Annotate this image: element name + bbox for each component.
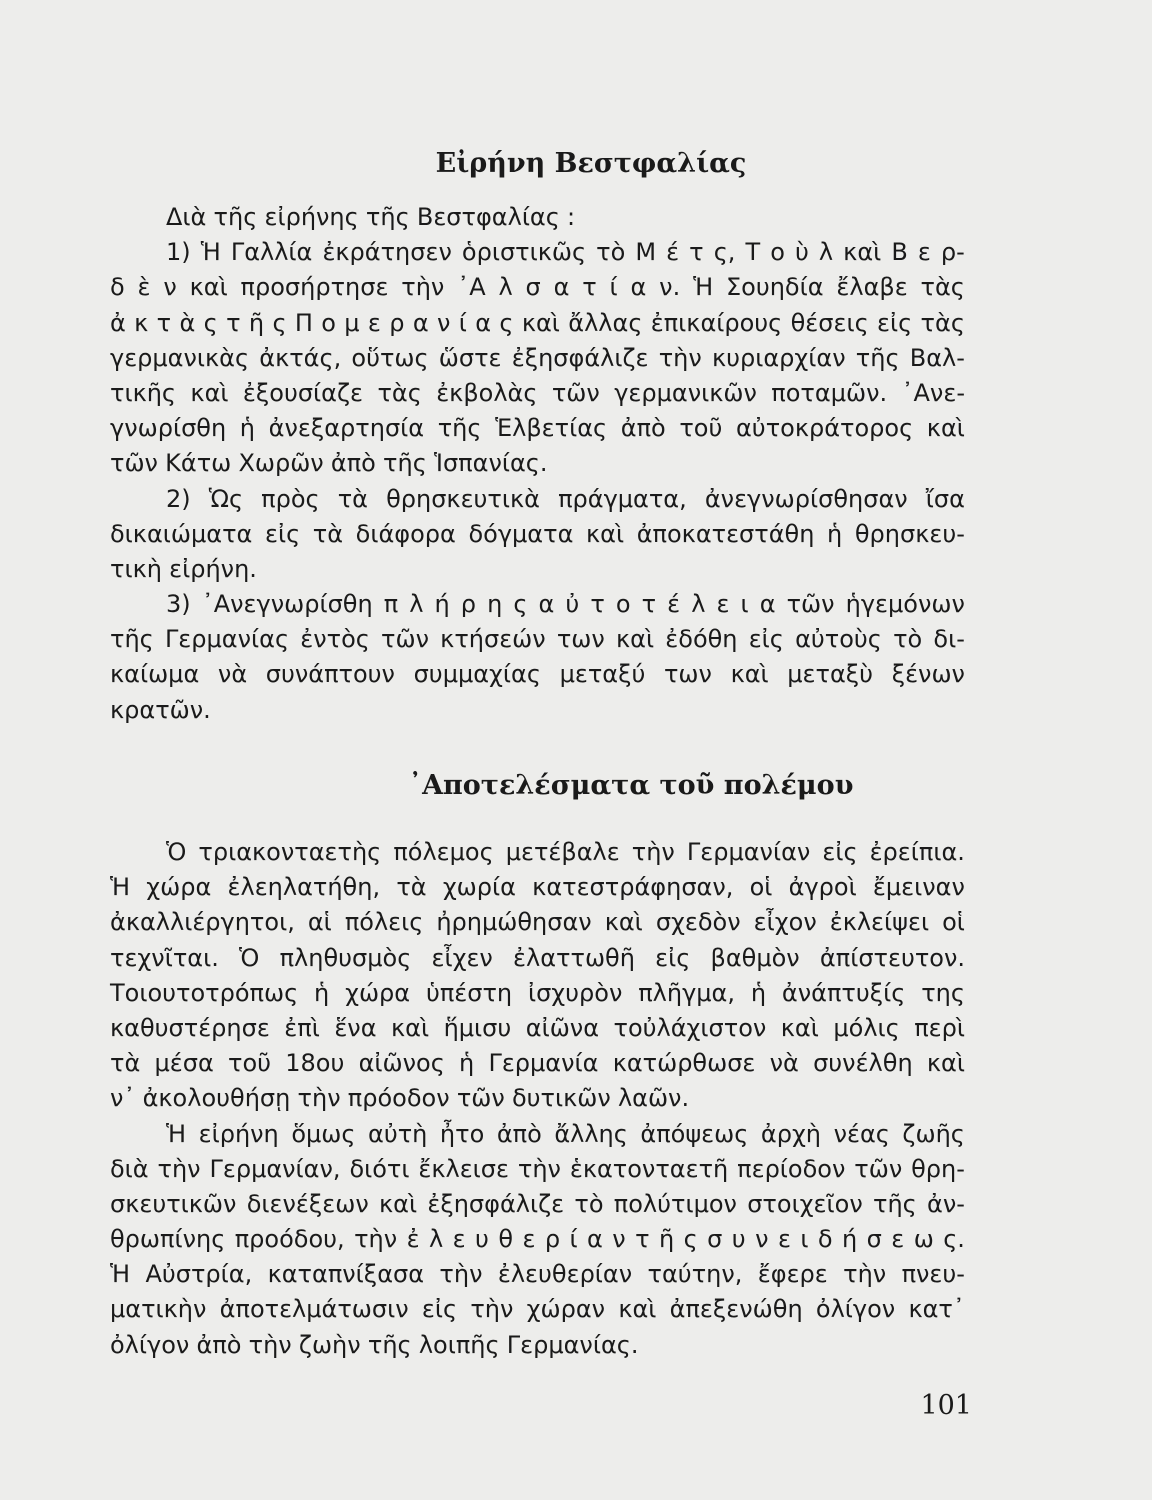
text-line: διὰ τὴν Γερμανίαν, διότι ἔκλεισε τὴν ἑκατονταετῆ περίοδον τῶν θρη- — [110, 1154, 965, 1183]
text-line: τῶν Κάτω Χωρῶν ἀπὸ τῆς Ἱσπανίας. — [110, 449, 548, 478]
text-line: ματικὴν ἀποτελμάτωσιν εἰς τὴν χώραν καὶ ἀπεξενώθη ὀλίγον κατ᾿ — [110, 1295, 965, 1324]
text-line: τῆς Γερμανίας ἐντὸς τῶν κτήσεών των καὶ ἐδόθη εἰς αὐτοὺς τὸ δι- — [110, 625, 965, 654]
section-heading-peace-of-westphalia: Εἰρήνη Βεστφαλίας — [435, 148, 747, 179]
text-line: 1) Ἡ Γαλλία ἐκράτησεν ὁριστικῶς τὸ Μ έ τ ς, Τ ο ὺ λ καὶ Β ε ρ- — [166, 238, 965, 267]
text-line: γερμανικὰς ἀκτάς, οὕτως ὥστε ἐξησφάλιζε τὴν κυριαρχίαν τῆς Βαλ- — [110, 343, 965, 372]
text-line: τεχνῖται. Ὁ πληθυσμὸς εἶχεν ἐλαττωθῆ εἰς βαθμὸν ἀπίστευτον. — [110, 943, 965, 972]
text-line: ν᾿ ἀκολουθήσῃ τὴν πρόοδον τῶν δυτικῶν λαῶν. — [110, 1084, 690, 1113]
text-line: καίωμα νὰ συνάπτουν συμμαχίας μεταξύ των καὶ μεταξὺ ξένων — [110, 660, 965, 689]
text-line: Ἡ χώρα ἐλεηλατήθη, τὰ χωρία κατεστράφησαν, οἱ ἀγροὶ ἔμειναν — [110, 873, 965, 902]
text-line: κρατῶν. — [110, 695, 211, 724]
text-line: Διὰ τῆς εἰρήνης τῆς Βεστφαλίας : — [166, 203, 576, 231]
text-line: δικαιώματα εἰς τὰ διάφορα δόγματα καὶ ἀποκατεστάθη ἡ θρησκευ- — [110, 519, 965, 548]
text-line: ὀλίγον ἀπὸ τὴν ζωὴν τῆς λοιπῆς Γερμανίας. — [110, 1330, 639, 1359]
page-number: 101 — [920, 1390, 972, 1421]
text-line: Τοιουτοτρόπως ἡ χώρα ὑπέστη ἰσχυρὸν πλῆγμα, ἡ ἀνάπτυξίς της — [110, 978, 965, 1007]
text-line: 2) Ὡς πρὸς τὰ θρησκευτικὰ πράγματα, ἀνεγνωρίσθησαν ἴσα — [166, 484, 965, 513]
text-line: Ἡ εἰρήνη ὅμως αὐτὴ ἦτο ἀπὸ ἄλλης ἀπόψεως ἀρχὴ νέας ζωῆς — [166, 1119, 965, 1148]
text-line: ἀ κ τ ὰ ς τ ῆ ς Π ο μ ε ρ α ν ί α ς καὶ ἄλλας ἐπικαίρους θέσεις εἰς τὰς — [110, 308, 965, 337]
text-line: καθυστέρησε ἐπὶ ἕνα καὶ ἥμισυ αἰῶνα τοὐλάχιστον καὶ μόλις περὶ — [110, 1013, 965, 1042]
text-line: τὰ μέσα τοῦ 18ου αἰῶνος ἡ Γερμανία κατώρθωσε νὰ συνέλθη καὶ — [110, 1049, 965, 1078]
text-line: ἀκαλλιέργητοι, αἱ πόλεις ἠρημώθησαν καὶ σχεδὸν εἶχον ἐκλείψει οἱ — [110, 908, 965, 937]
text-line: γνωρίσθη ἡ ἀνεξαρτησία τῆς Ἑλβετίας ἀπὸ τοῦ αὐτοκράτορος καὶ — [110, 414, 965, 443]
text-line: 3) ᾿Ανεγνωρίσθη π λ ή ρ η ς α ὐ τ ο τ έ λ ε ι α τῶν ἡγεμόνων — [166, 590, 965, 619]
text-line: Ἡ Αὐστρία, καταπνίξασα τὴν ἐλευθερίαν ταύτην, ἔφερε τὴν πνευ- — [110, 1260, 965, 1289]
text-line: σκευτικῶν διενέξεων καὶ ἐξησφάλιζε τὸ πολύτιμον στοιχεῖον τῆς ἀν- — [110, 1189, 965, 1218]
section-1-body — [110, 200, 965, 728]
text-line: Ὁ τριακονταετὴς πόλεμος μετέβαλε τὴν Γερμανίαν εἰς ἐρείπια. — [166, 838, 965, 866]
section-2-body — [110, 835, 965, 1363]
text-line: τικῆς καὶ ἐξουσίαζε τὰς ἐκβολὰς τῶν γερμανικῶν ποταμῶν. ᾿Ανε- — [110, 378, 965, 407]
text-line: τικὴ εἰρήνη. — [110, 554, 257, 583]
section-heading-results-of-war: ᾿Αποτελέσματα τοῦ πολέμου — [408, 770, 854, 801]
text-line: θρωπίνης προόδου, τὴν ἐ λ ε υ θ ε ρ ί α ν τ ῆ ς σ υ ν ε ι δ ή σ ε ω ς. — [110, 1225, 965, 1254]
text-line: δ ὲ ν καὶ προσήρτησε τὴν ᾿Α λ σ α τ ί α ν. Ἡ Σουηδία ἔλαβε τὰς — [110, 273, 965, 302]
